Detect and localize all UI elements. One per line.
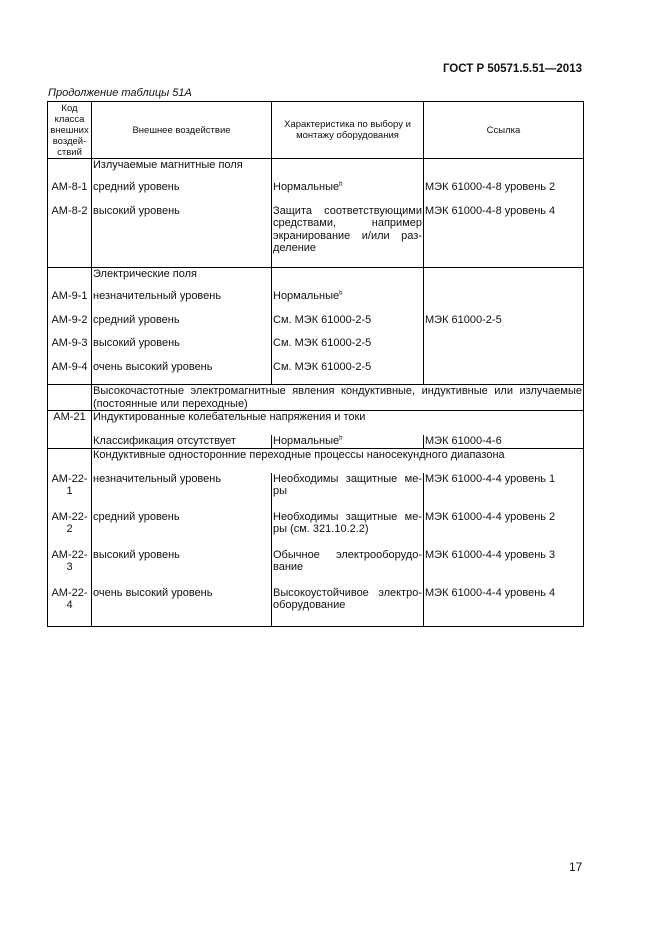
table-row	[48, 549, 584, 587]
row-code: АМ-22-1	[48, 473, 92, 511]
row-code: АМ-8-2	[48, 205, 92, 268]
row-characteristic: Необходимы защитные ме-ры	[272, 473, 424, 511]
table-row	[48, 473, 584, 511]
header-reference: Ссылка	[424, 102, 584, 159]
row-reference: МЭК 61000-4-4 уровень 3	[425, 548, 556, 561]
table-51a	[47, 101, 584, 627]
page-number: 17	[569, 860, 583, 874]
row-code: АМ-22-3	[48, 549, 92, 587]
row-influence: средний уровень	[92, 511, 272, 549]
row-characteristic: Нормальные$^b$	[272, 181, 424, 205]
row-characteristic: См. МЭК 61000-2-5	[272, 314, 424, 337]
header-characteristic: Характеристика по выбору и монтажу оборудования	[272, 102, 424, 159]
row-influence: высокий уровень	[92, 549, 272, 587]
row-reference: МЭК 61000-2-5	[425, 313, 502, 326]
header-code: Код класса внешних воздей-ствий	[48, 102, 92, 159]
group-title-row	[48, 159, 584, 181]
row-influence: средний уровень	[92, 314, 272, 337]
row-code: АМ-9-3	[48, 337, 92, 361]
row-characteristic: Обычное электрооборудо-вание	[272, 549, 424, 587]
row-reference: МЭК 61000-4-6	[425, 434, 502, 447]
row-reference: МЭК 61000-4-8 уровень 4	[425, 204, 556, 217]
row-influence: очень высокий уровень	[92, 587, 272, 627]
row-code: АМ-21	[48, 411, 92, 435]
group-title: Кондуктивные односторонние переходные процессы наносекундного диапазона	[92, 449, 584, 473]
table-row	[48, 511, 584, 549]
row-characteristic: Нормальные$^b$	[272, 435, 424, 449]
row-influence: Классификация отсутствует	[92, 435, 272, 449]
row-influence: высокий уровень	[92, 205, 272, 268]
row-influence: средний уровень	[92, 181, 272, 205]
table-row	[48, 181, 584, 205]
row-characteristic: См. МЭК 61000-2-5	[272, 337, 424, 361]
table-header-row	[48, 102, 584, 159]
row-code: АМ-9-1	[48, 290, 92, 314]
group-title: Электрические поля	[92, 268, 272, 290]
table-row	[48, 587, 584, 627]
row-characteristic: Нормальные$^b$	[272, 290, 424, 314]
table-caption: Продолжение таблицы 51А	[48, 87, 192, 99]
row-reference: МЭК 61000-4-4 уровень 4	[425, 586, 556, 599]
group-title: Излучаемые магнитные поля	[92, 159, 272, 181]
group-title-row	[48, 268, 584, 290]
group-title-row	[48, 411, 584, 435]
row-reference: МЭК 61000-4-8 уровень 2	[425, 180, 556, 193]
row-characteristic: См. МЭК 61000-2-5	[272, 361, 424, 385]
row-code: АМ-22-2	[48, 511, 92, 549]
row-code: АМ-22-4	[48, 587, 92, 627]
row-characteristic: Защита соответствующими средствами, например экранирование и/или раз-деление	[272, 205, 424, 268]
table-row	[48, 290, 584, 314]
row-influence: высокий уровень	[92, 337, 272, 361]
group-title-row	[48, 385, 584, 411]
row-reference: МЭК 61000-4-4 уровень 1	[425, 472, 556, 485]
row-code: АМ-8-1	[48, 181, 92, 205]
row-influence: незначительный уровень	[92, 290, 272, 314]
group-title-row	[48, 449, 584, 473]
document-code: ГОСТ Р 50571.5.51—2013	[442, 63, 582, 75]
row-influence: незначительный уровень	[92, 473, 272, 511]
table-row	[48, 337, 584, 361]
row-characteristic: Высокоустойчивое электро-оборудование	[272, 587, 424, 627]
row-characteristic: Необходимы защитные ме-ры (см. 321.10.2.2)	[272, 511, 424, 549]
table-row	[48, 205, 584, 268]
table-row	[48, 314, 584, 337]
table-row	[48, 361, 584, 385]
row-influence: очень высокий уровень	[92, 361, 272, 385]
group-title: Высокочастотные электромагнитные явления кондуктивные, индуктивные или излучаемые (постоянные или переходные)	[93, 385, 582, 410]
row-code: АМ-9-4	[48, 361, 92, 385]
table-row	[48, 435, 584, 449]
row-reference: МЭК 61000-4-4 уровень 2	[425, 510, 556, 523]
header-influence: Внешнее воздействие	[92, 102, 272, 159]
group-title: Индуктированные колебательные напряжения и токи	[92, 411, 584, 435]
row-code: АМ-9-2	[48, 314, 92, 337]
